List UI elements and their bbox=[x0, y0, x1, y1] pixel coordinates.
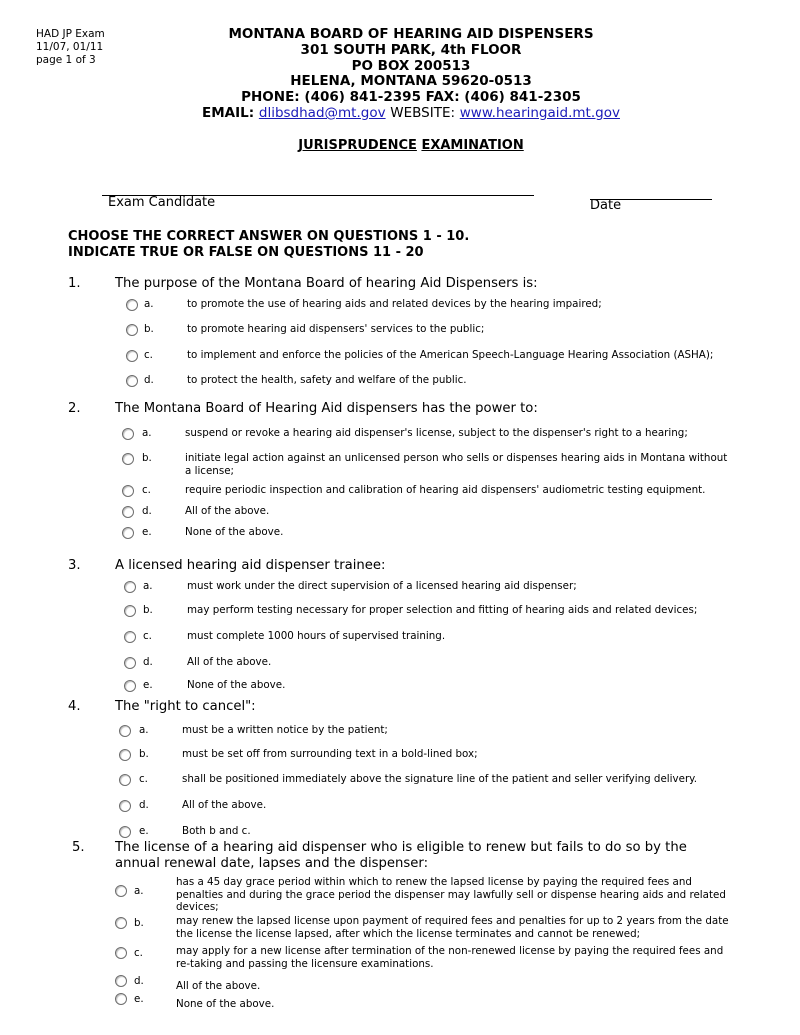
board-name: MONTANA BOARD OF HEARING AID DISPENSERS bbox=[228, 26, 594, 42]
website-label: WEBSITE: bbox=[390, 104, 456, 121]
title-word-examination: EXAMINATION bbox=[421, 138, 524, 153]
option-text: All of the above. bbox=[185, 505, 270, 517]
option-text: to protect the health, safety and welfare of the public. bbox=[187, 374, 467, 386]
option-letter: a. bbox=[143, 580, 153, 592]
option-letter: c. bbox=[139, 773, 148, 785]
option-letter: a. bbox=[144, 298, 154, 310]
street-address: 301 SOUTH PARK, 4th FLOOR bbox=[300, 41, 522, 58]
option-text: must be set off from surrounding text in a bold-lined box; bbox=[182, 748, 478, 760]
option-text: All of the above. bbox=[187, 656, 272, 668]
option-text: must work under the direct supervision of a licensed hearing aid dispenser; bbox=[187, 580, 577, 592]
radio-button[interactable] bbox=[119, 749, 131, 761]
option-letter: d. bbox=[143, 656, 153, 668]
option-text: has a 45 day grace period within which to renew the lapsed license by paying the required fees and penalties and during the grace period the dispenser may lawfully sell or dispense hearing aids and related devices; bbox=[176, 876, 726, 913]
question-number: 4. bbox=[68, 699, 81, 714]
radio-button[interactable] bbox=[115, 947, 127, 959]
form-id: HAD JP Exam bbox=[36, 28, 105, 40]
option-letter: a. bbox=[139, 724, 149, 736]
radio-button[interactable] bbox=[124, 680, 136, 692]
radio-button[interactable] bbox=[115, 975, 127, 987]
radio-button[interactable] bbox=[124, 631, 136, 643]
option-text: Both b and c. bbox=[182, 825, 251, 837]
question-text: The license of a hearing aid dispenser who is eligible to renew but fails to do so by the annual renewal date, lapses and the dispenser: bbox=[115, 840, 687, 871]
option-letter: e. bbox=[134, 993, 144, 1005]
option-letter: d. bbox=[139, 799, 149, 811]
option-text: shall be positioned immediately above the signature line of the patient and seller verifying delivery. bbox=[182, 773, 698, 785]
option-letter: c. bbox=[134, 947, 143, 959]
email-label: EMAIL: bbox=[202, 104, 255, 121]
question-number: 1. bbox=[68, 276, 81, 291]
instruction-line-2: INDICATE TRUE OR FALSE ON QUESTIONS 11 - 20 bbox=[68, 245, 424, 260]
option-text: initiate legal action against an unlicensed person who sells or dispenses hearing aids in Montana without a license; bbox=[185, 452, 728, 477]
question-text: A licensed hearing aid dispenser trainee: bbox=[115, 558, 386, 573]
question-number: 3. bbox=[68, 558, 81, 573]
phone-fax: PHONE: (406) 841-2395 FAX: (406) 841-2305 bbox=[241, 89, 581, 106]
contact-line bbox=[0, 106, 800, 122]
exam-title bbox=[0, 138, 800, 153]
instructions bbox=[68, 229, 469, 261]
option-text: None of the above. bbox=[187, 679, 286, 691]
option-text: to promote the use of hearing aids and related devices by the hearing impaired; bbox=[187, 298, 602, 310]
radio-button[interactable] bbox=[126, 375, 138, 387]
option-letter: a. bbox=[134, 885, 144, 897]
po-box: PO BOX 200513 bbox=[351, 57, 471, 74]
option-text: may perform testing necessary for proper selection and fitting of hearing aids and related devices; bbox=[187, 604, 698, 616]
instruction-line-1: CHOOSE THE CORRECT ANSWER ON QUESTIONS 1 - 10. bbox=[68, 229, 470, 244]
radio-button[interactable] bbox=[124, 581, 136, 593]
radio-button[interactable] bbox=[124, 657, 136, 669]
option-text: require periodic inspection and calibration of hearing aid dispensers' audiometric testing equipment. bbox=[185, 484, 706, 496]
radio-button[interactable] bbox=[122, 527, 134, 539]
option-letter: b. bbox=[143, 604, 153, 616]
option-text: to implement and enforce the policies of the American Speech-Language Hearing Association (ASHA); bbox=[187, 349, 714, 361]
radio-button[interactable] bbox=[122, 485, 134, 497]
option-letter: e. bbox=[143, 679, 153, 691]
option-text: may renew the lapsed license upon payment of required fees and penalties for up to 2 years from the date the license the license lapsed, after which the license terminates and cannot be renewed; bbox=[176, 915, 729, 940]
radio-button[interactable] bbox=[115, 993, 127, 1005]
radio-button[interactable] bbox=[115, 917, 127, 929]
option-letter: d. bbox=[142, 505, 152, 517]
title-word-jurisprudence: JURISPRUDENCE bbox=[298, 138, 417, 153]
radio-button[interactable] bbox=[126, 324, 138, 336]
option-text: All of the above. bbox=[182, 799, 267, 811]
radio-button[interactable] bbox=[122, 428, 134, 440]
option-letter: c. bbox=[144, 349, 153, 361]
option-letter: d. bbox=[144, 374, 154, 386]
option-letter: e. bbox=[139, 825, 149, 837]
option-letter: d. bbox=[134, 975, 144, 987]
radio-button[interactable] bbox=[126, 350, 138, 362]
radio-button[interactable] bbox=[122, 453, 134, 465]
question-number: 5. bbox=[72, 840, 85, 855]
radio-button[interactable] bbox=[122, 506, 134, 518]
option-text: None of the above. bbox=[176, 998, 275, 1010]
option-letter: b. bbox=[134, 917, 144, 929]
option-text: must be a written notice by the patient; bbox=[182, 724, 388, 736]
radio-button[interactable] bbox=[124, 605, 136, 617]
option-text: None of the above. bbox=[185, 526, 284, 538]
option-text: suspend or revoke a hearing aid dispenser's license, subject to the dispenser's right to a hearing; bbox=[185, 427, 688, 439]
form-revision-dates: 11/07, 01/11 bbox=[36, 41, 104, 53]
option-text: must complete 1000 hours of supervised training. bbox=[187, 630, 446, 642]
option-text: to promote hearing aid dispensers' services to the public; bbox=[187, 323, 485, 335]
option-text: may apply for a new license after termination of the non-renewed license by paying the required fees and re-taking and passing the licensure examinations. bbox=[176, 945, 724, 970]
website-link[interactable]: www.hearingaid.mt.gov bbox=[459, 104, 620, 121]
option-letter: c. bbox=[143, 630, 152, 642]
city-state-zip: HELENA, MONTANA 59620-0513 bbox=[290, 73, 532, 90]
radio-button[interactable] bbox=[126, 299, 138, 311]
radio-button[interactable] bbox=[119, 725, 131, 737]
page-number: page 1 of 3 bbox=[36, 54, 96, 66]
radio-button[interactable] bbox=[119, 826, 131, 838]
question-text: The "right to cancel": bbox=[115, 699, 256, 714]
question-text: The purpose of the Montana Board of hearing Aid Dispensers is: bbox=[115, 276, 538, 291]
radio-button[interactable] bbox=[115, 885, 127, 897]
option-letter: b. bbox=[142, 452, 152, 464]
date-label: Date bbox=[590, 198, 622, 213]
option-letter: e. bbox=[142, 526, 152, 538]
email-link[interactable]: dlibsdhad@mt.gov bbox=[258, 104, 386, 121]
option-letter: b. bbox=[139, 748, 149, 760]
radio-button[interactable] bbox=[119, 800, 131, 812]
radio-button[interactable] bbox=[119, 774, 131, 786]
question-text: The Montana Board of Hearing Aid dispensers has the power to: bbox=[115, 401, 538, 416]
option-text: All of the above. bbox=[176, 980, 261, 992]
question-number: 2. bbox=[68, 401, 81, 416]
candidate-label: Exam Candidate bbox=[108, 195, 216, 210]
option-letter: c. bbox=[142, 484, 151, 496]
option-letter: a. bbox=[142, 427, 152, 439]
option-letter: b. bbox=[144, 323, 154, 335]
letterhead bbox=[0, 27, 800, 122]
